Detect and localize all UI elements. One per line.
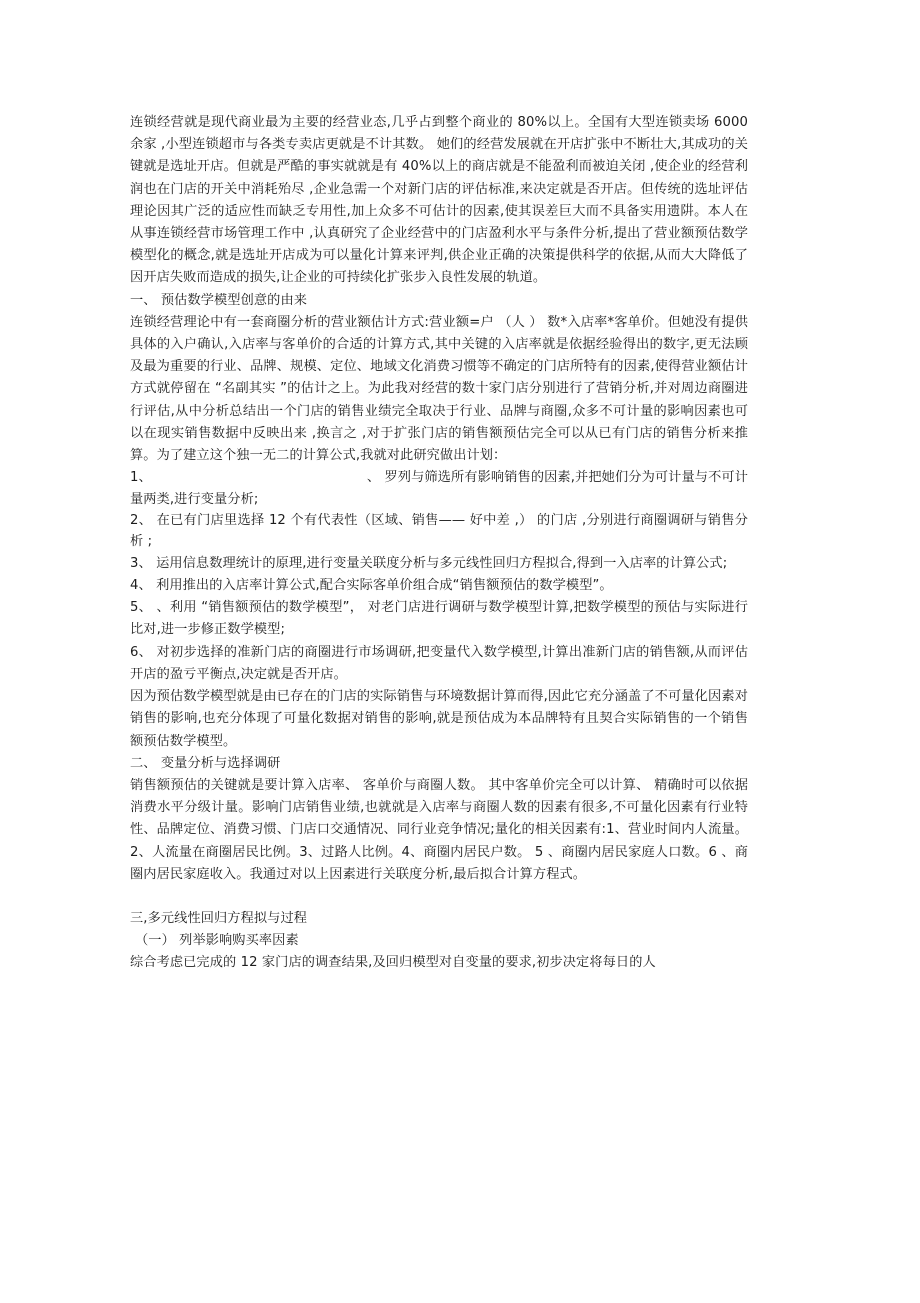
list-item-5: 5、 、利用 “销售额预估的数学模型”， 对老门店进行调研与数学模型计算,把数学模型的预估与实际进行比对,进一步修正数学模型;	[130, 600, 748, 638]
paragraph-section-1-body: 连锁经营理论中有一套商圈分析的营业额估计方式:营业额=户 （人 ） 数*入店率*客单价。但她没有提供具体的入户确认,入店率与客单价的合适的计算方式,其中关键的入店率就是依据经验得出的数字,更无法顾及最为重要的行业、品牌、规模、定位、地域文化消费习惯等不确定的门店所特有的因素,使得营业额估计方式就停留在 “名副其实 ”的估计之上。为此我对经营的数十家门店分别进行了营销分析,并对周边商圈进行评估,从中分析总结出一个门店的销售业绩完全取决于行业、品牌与商圈,众多不可计量的影响因素也可以在现实销售数据中反映出来 ,换言之 ,对于扩张门店的销售额预估完全可以从已有门店的销售分析来推算。为了建立这个独一无二的计算公式,我就对此研究做出计划：	[130, 314, 748, 464]
list-item-1	[130, 467, 748, 510]
heading-section-3-sub: （一） 列举影响购买率因素	[135, 933, 299, 949]
list-item-6: 6、 对初步选择的准新门店的商圈进行市场调研,把变量代入数学模型,计算出准新门店的销售额,从而评估开店的盈亏平衡点,决定就是否开店。	[130, 644, 748, 682]
list-item-3: 3、 运用信息数理统计的原理,进行变量关联度分析与多元线性回归方程拟合,得到一入店率的计算公式;	[130, 555, 728, 571]
paragraph-intro: 连锁经营就是现代商业最为主要的经营业态,几乎占到整个商业的 80%以上。全国有大型连锁卖场 6000 余家 ,小型连锁超市与各类专卖店更就是不计其数。 她们的经营发展就在开店扩张中不断壮大,其成功的关键就是选址开店。但就是严酷的事实就就是有 40%以上的商店就是不能盈利而被迫关闭 ,使企业的经营利润也在门店的开关中消耗殆尽 ,企业急需一个对新门店的评估标准,来决定就是否开店。但传统的选址评估理论因其广泛的适应性而缺乏专用性,加上众多不可估计的因素,使其误差巨大而不具备实用遗阱。本人在从事连锁经营市场管理工作中 ,认真研究了企业经营中的门店盈利水平与条件分析,提出了营业额预估数学模型化的概念,就是选址开店成为可以量化计算来评判,供企业正确的决策提供科学的依据,从而大大降低了因开店失败而造成的损失,让企业的可持续化扩张步入良性发展的轨道。	[130, 115, 748, 286]
list-item-2: 2、 在已有门店里选择 12 个有代表性（区域、销售—— 好中差 ,） 的门店 ,分别进行商圈调研与销售分析 ;	[130, 513, 748, 550]
paragraph-section-1-closing: 因为预估数学模型就是由已存在的门店的实际销售与环境数据计算而得,因此它充分涵盖了不可量化因素对销售的影响,也充分体现了可量化数据对销售的影响,就是预估成为本品牌特有且契合实际销售的一个销售额预估数学模型。	[130, 689, 748, 749]
heading-section-1: 一、 预估数学模型创意的由来	[130, 292, 308, 308]
list-item-1-number: 1、	[130, 470, 152, 486]
heading-section-3: 三,多元线性回归方程拟与过程	[130, 910, 308, 926]
paragraph-section-2-body: 销售额预估的关键就是要计算入店率、 客单价与商圈人数。 其中客单价完全可以计算、 精确时可以依据消费水平分级计量。影响门店销售业绩,也就就是入店率与商圈人数的因素有很多,不可量化因素有行业特性、品牌定位、消费习惯、门店口交通情况、同行业竞争情况;量化的相关因素有:1、营业时间内人流量。2、人流量在商圈居民比例。3、过路人比例。4、商圈内居民户数。 5 、商圈内居民家庭人口数。6 、商圈内居民家庭收入。我通过对以上因素进行关联度分析,最后拟合计算方程式。	[130, 777, 748, 882]
paragraph-section-3-body: 综合考虑已完成的 12 家门店的调查结果,及回归模型对自变量的要求,初步决定将每日的人	[130, 955, 656, 971]
heading-section-2: 二、 变量分析与选择调研	[130, 755, 281, 771]
blank-spacer	[130, 886, 748, 908]
document-body	[130, 112, 748, 975]
list-item-1-text: 、 罗列与筛选所有影响销售的因素,并把她们分为可计量与不可计量两类,进行变量分析;	[130, 470, 749, 507]
list-item-4: 4、 利用推出的入店率计算公式,配合实际客单价组合成“销售额预估的数学模型”。	[130, 578, 613, 594]
